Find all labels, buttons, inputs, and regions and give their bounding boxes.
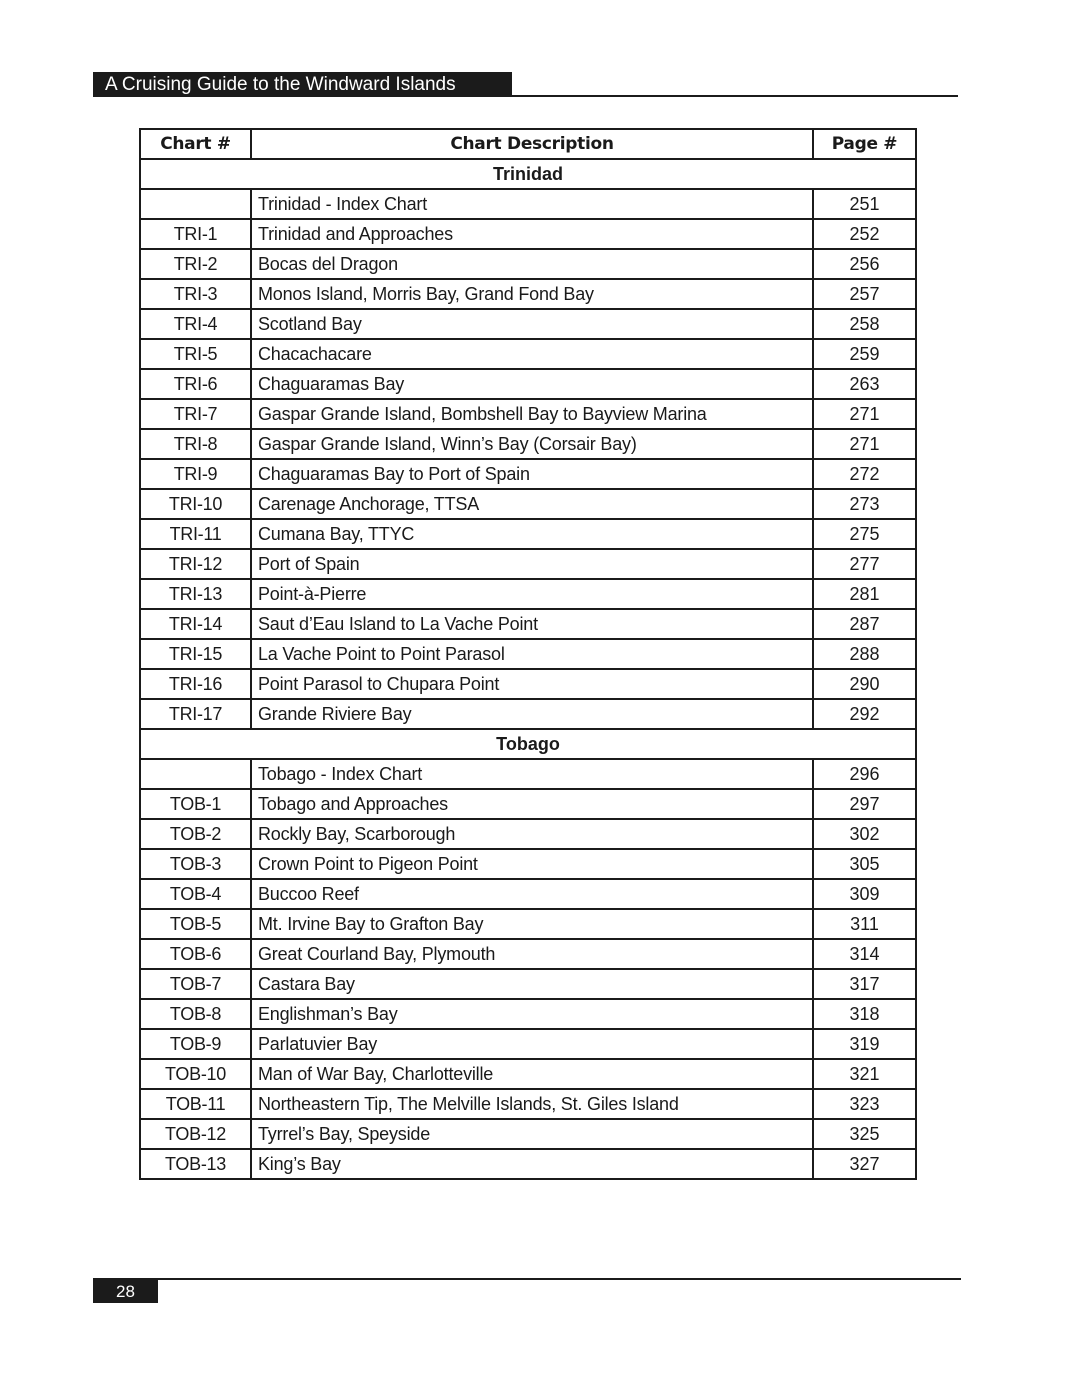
page-number-cell: 317 xyxy=(813,969,916,999)
page-number-cell: 256 xyxy=(813,249,916,279)
column-header-chart: Chart # xyxy=(140,129,251,159)
chart-description-cell: Trinidad - Index Chart xyxy=(251,189,813,219)
table-row xyxy=(140,639,916,669)
table-row xyxy=(140,1059,916,1089)
table-row xyxy=(140,969,916,999)
chart-description-cell: Great Courland Bay, Plymouth xyxy=(251,939,813,969)
page-number-cell: 259 xyxy=(813,339,916,369)
header-rule xyxy=(512,95,958,97)
chart-description-cell: Tyrrel’s Bay, Speyside xyxy=(251,1119,813,1149)
chart-number-cell: TRI-7 xyxy=(140,399,251,429)
chart-description-cell: Port of Spain xyxy=(251,549,813,579)
table-row xyxy=(140,669,916,699)
page-number-cell: 305 xyxy=(813,849,916,879)
page-number-cell: 309 xyxy=(813,879,916,909)
table-row xyxy=(140,849,916,879)
page-number-cell: 288 xyxy=(813,639,916,669)
page-number-cell: 321 xyxy=(813,1059,916,1089)
chart-number-cell xyxy=(140,189,251,219)
table-row xyxy=(140,309,916,339)
table-row xyxy=(140,519,916,549)
table-row xyxy=(140,339,916,369)
chart-description-cell: Buccoo Reef xyxy=(251,879,813,909)
chart-number-cell: TOB-12 xyxy=(140,1119,251,1149)
table-row xyxy=(140,399,916,429)
chart-description-cell: Gaspar Grande Island, Bombshell Bay to Bayview Marina xyxy=(251,399,813,429)
chart-number-cell: TOB-9 xyxy=(140,1029,251,1059)
table-row xyxy=(140,939,916,969)
chart-number-cell: TOB-4 xyxy=(140,879,251,909)
chart-description-cell: Monos Island, Morris Bay, Grand Fond Bay xyxy=(251,279,813,309)
chart-number-cell: TRI-6 xyxy=(140,369,251,399)
running-header-title: A Cruising Guide to the Windward Islands xyxy=(93,72,512,97)
section-row xyxy=(140,729,916,759)
page-number-cell: 327 xyxy=(813,1149,916,1179)
page-number-cell: 271 xyxy=(813,429,916,459)
chart-number-cell: TRI-15 xyxy=(140,639,251,669)
table-row xyxy=(140,249,916,279)
table-row xyxy=(140,1029,916,1059)
chart-description-cell: King’s Bay xyxy=(251,1149,813,1179)
chart-number-cell: TOB-10 xyxy=(140,1059,251,1089)
chart-number-cell: TRI-2 xyxy=(140,249,251,279)
chart-description-cell: Crown Point to Pigeon Point xyxy=(251,849,813,879)
chart-number-cell: TOB-5 xyxy=(140,909,251,939)
chart-description-cell: Chaguaramas Bay to Port of Spain xyxy=(251,459,813,489)
page-number-cell: 292 xyxy=(813,699,916,729)
page-number-cell: 323 xyxy=(813,1089,916,1119)
chart-number-cell: TRI-5 xyxy=(140,339,251,369)
chart-description-cell: Tobago and Approaches xyxy=(251,789,813,819)
section-row xyxy=(140,159,916,189)
page-number-cell: 325 xyxy=(813,1119,916,1149)
chart-description-cell: Englishman’s Bay xyxy=(251,999,813,1029)
table-row xyxy=(140,459,916,489)
page-number-cell: 297 xyxy=(813,789,916,819)
table-row xyxy=(140,819,916,849)
chart-number-cell: TRI-3 xyxy=(140,279,251,309)
footer-rule xyxy=(93,1278,961,1280)
table-row xyxy=(140,699,916,729)
page-number: 28 xyxy=(93,1280,158,1303)
table-row xyxy=(140,219,916,249)
section-title: Tobago xyxy=(140,729,916,759)
column-header-description: Chart Description xyxy=(251,129,813,159)
chart-description-cell: Cumana Bay, TTYC xyxy=(251,519,813,549)
page-number-cell: 257 xyxy=(813,279,916,309)
page-number-cell: 296 xyxy=(813,759,916,789)
table-row xyxy=(140,189,916,219)
table-row xyxy=(140,369,916,399)
table-row xyxy=(140,1149,916,1179)
table-body xyxy=(140,159,916,1179)
chart-description-cell: Mt. Irvine Bay to Grafton Bay xyxy=(251,909,813,939)
chart-number-cell: TOB-7 xyxy=(140,969,251,999)
page-number-cell: 252 xyxy=(813,219,916,249)
page-number-cell: 302 xyxy=(813,819,916,849)
table-row xyxy=(140,789,916,819)
page-number-cell: 311 xyxy=(813,909,916,939)
page-number-cell: 275 xyxy=(813,519,916,549)
chart-number-cell: TRI-8 xyxy=(140,429,251,459)
chart-description-cell: La Vache Point to Point Parasol xyxy=(251,639,813,669)
chart-number-cell: TRI-10 xyxy=(140,489,251,519)
chart-number-cell: TRI-16 xyxy=(140,669,251,699)
table-row xyxy=(140,909,916,939)
chart-description-cell: Point-à-Pierre xyxy=(251,579,813,609)
chart-number-cell: TRI-17 xyxy=(140,699,251,729)
table-row xyxy=(140,609,916,639)
page-number-cell: 271 xyxy=(813,399,916,429)
chart-description-cell: Chacachacare xyxy=(251,339,813,369)
chart-description-cell: Rockly Bay, Scarborough xyxy=(251,819,813,849)
chart-description-cell: Grande Riviere Bay xyxy=(251,699,813,729)
table-row xyxy=(140,279,916,309)
page-number-cell: 263 xyxy=(813,369,916,399)
table-row xyxy=(140,1089,916,1119)
table-header-row xyxy=(140,129,916,159)
chart-number-cell: TRI-4 xyxy=(140,309,251,339)
chart-index-table xyxy=(139,128,917,1180)
chart-number-cell: TOB-8 xyxy=(140,999,251,1029)
table-row xyxy=(140,999,916,1029)
chart-number-cell: TRI-12 xyxy=(140,549,251,579)
table-row xyxy=(140,759,916,789)
chart-number-cell: TOB-3 xyxy=(140,849,251,879)
page-number-cell: 281 xyxy=(813,579,916,609)
chart-number-cell: TOB-6 xyxy=(140,939,251,969)
page-number-cell: 319 xyxy=(813,1029,916,1059)
chart-description-cell: Point Parasol to Chupara Point xyxy=(251,669,813,699)
section-title: Trinidad xyxy=(140,159,916,189)
chart-number-cell: TRI-14 xyxy=(140,609,251,639)
chart-description-cell: Tobago - Index Chart xyxy=(251,759,813,789)
chart-number-cell: TRI-11 xyxy=(140,519,251,549)
table-row xyxy=(140,549,916,579)
chart-number-cell: TRI-1 xyxy=(140,219,251,249)
table-row xyxy=(140,879,916,909)
chart-number-cell: TOB-13 xyxy=(140,1149,251,1179)
chart-number-cell: TRI-9 xyxy=(140,459,251,489)
table-row xyxy=(140,1119,916,1149)
page-number-cell: 258 xyxy=(813,309,916,339)
chart-description-cell: Northeastern Tip, The Melville Islands, St. Giles Island xyxy=(251,1089,813,1119)
page-number-cell: 290 xyxy=(813,669,916,699)
chart-description-cell: Trinidad and Approaches xyxy=(251,219,813,249)
page-number-cell: 314 xyxy=(813,939,916,969)
chart-description-cell: Castara Bay xyxy=(251,969,813,999)
chart-description-cell: Gaspar Grande Island, Winn’s Bay (Corsair Bay) xyxy=(251,429,813,459)
chart-description-cell: Saut d’Eau Island to La Vache Point xyxy=(251,609,813,639)
page-number-cell: 318 xyxy=(813,999,916,1029)
chart-description-cell: Parlatuvier Bay xyxy=(251,1029,813,1059)
chart-number-cell: TRI-13 xyxy=(140,579,251,609)
page-number-cell: 251 xyxy=(813,189,916,219)
table-row xyxy=(140,429,916,459)
page-number-cell: 272 xyxy=(813,459,916,489)
chart-description-cell: Scotland Bay xyxy=(251,309,813,339)
chart-number-cell: TOB-2 xyxy=(140,819,251,849)
table-row xyxy=(140,579,916,609)
column-header-page: Page # xyxy=(813,129,916,159)
page-number-cell: 273 xyxy=(813,489,916,519)
chart-number-cell: TOB-11 xyxy=(140,1089,251,1119)
chart-description-cell: Chaguaramas Bay xyxy=(251,369,813,399)
page-number-cell: 277 xyxy=(813,549,916,579)
chart-description-cell: Carenage Anchorage, TTSA xyxy=(251,489,813,519)
chart-description-cell: Bocas del Dragon xyxy=(251,249,813,279)
chart-number-cell xyxy=(140,759,251,789)
chart-description-cell: Man of War Bay, Charlotteville xyxy=(251,1059,813,1089)
table-row xyxy=(140,489,916,519)
chart-number-cell: TOB-1 xyxy=(140,789,251,819)
page-number-cell: 287 xyxy=(813,609,916,639)
